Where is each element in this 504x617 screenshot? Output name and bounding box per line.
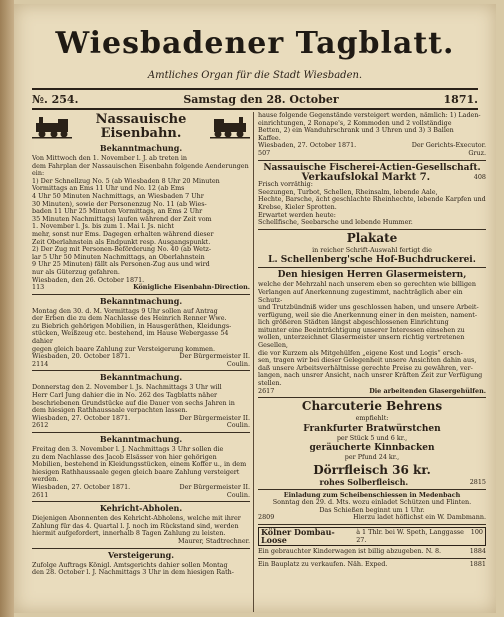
einladung-body: Sonntag den 29. d. Mts. wozu einladet Schützen und Flinten. Das Schießen beginnt um 1 Uhr. <box>272 498 472 514</box>
kinnbacken-price: per Pfund 24 kr., <box>344 453 400 462</box>
newspaper-page <box>14 4 496 613</box>
notice-heading: Kehricht-Abholen. <box>99 503 183 514</box>
doerrfleisch-item: Dörrfleisch 36 kr. <box>313 463 431 477</box>
fishery-subheading: Verkaufslokal Markt 7. 408 <box>301 171 486 183</box>
plakate-firm: L. Schellenberg'sche Hof-Buchdruckerei. <box>268 255 476 266</box>
railway-header <box>32 112 250 142</box>
notice-place: Wiesbaden, 27. October 1871. Der Bürgermeister II. <box>32 413 250 422</box>
notice-heading: Bekanntmachung. <box>99 434 183 444</box>
notice-signature: 2114 Coulin. <box>32 359 250 368</box>
fishery-heading: Nassauische Fischerei-Actien-Gesellschaft. <box>263 162 481 173</box>
notice-body: hause folgende Gegenstände versteigert werden, nämlich: 1) Laden- einrichtungen, 2 Ronape's, 2 Kommoden und 2 vollständige Betten, 2) ein Wanduhrschrank und 3 Uhren und 3) 3 Ballen Kaffee. <box>258 112 481 142</box>
frankfurter-price: per Stück 5 und 6 kr., <box>336 433 408 442</box>
notice-signature: 113 Königliche Eisenbahn-Direction. <box>32 283 250 292</box>
notice-body: Von Mittwoch den 1. November l. J. ab treten in dem Fahrplan der Nassauischen Eisenbahn folgende Aenderungen ein: 1) Der Schnellzug No. 5 (ab Wiesbaden 8 Uhr 20 Minuten Vormittags an Ems 11 Uhr und No. 12 (ab Ems 4 Uhr 50 Minuten Nachmittags, an Wiesbaden 7 Uhr 30 Minuten), sowie der Personenzug No. 11 (ab Wies- baden 11 Uhr 25 Minuten Vormittags, an Ems 2 Uhr 35 Minuten Nachmittags) laufen während der Zeit vom 1. November l. Js. bis zum 1. Mai l. Js. nicht mehr, sonst nur Ems. Dagegen erhalten während dieser Zeit Oberlahnstein als Endpunkt resp. Ausgangspunkt. 2) Der Zug mit Personen-Beförderung No. 40 (ab Wetz- lar 5 Uhr 50 Minuten Nachmittags, an Oberlahnstein 9 Uhr 25 Minuten) fällt als Personen-Zug aus und wird nur als Güterzug gefahren. <box>32 154 249 276</box>
issue-number: №. 254. <box>32 92 79 106</box>
plakate-line: in reicher Schrift-Auswahl fertigt die <box>312 245 432 254</box>
bauplatz-ad: Ein Bauplatz zu verkaufen. Näh. Exped. 1881 <box>258 559 486 568</box>
notice-place: Wiesbaden, den 26. October 1871. <box>32 275 145 284</box>
right-column <box>258 112 486 612</box>
dateline <box>32 88 478 110</box>
glaser-heading: Den hiesigen Herren Glasermeistern, <box>277 270 467 281</box>
koelner-ad: Kölner Dombau-Loose à 1 Thlr. bei W. Speth, Langgasse 27. 100 <box>258 527 486 546</box>
notice-body: Montag den 30. d. M. Vormittags 9 Uhr sollen auf Antrag der Erben die zu dem Nachlasse des Heinrich Renner Wwe. zu Biebrich gehörigen Mobilien, in Hausgeräthen, Kleidungs- stücken, Weißzeug etc. bestehend, im Hause Webergasse 54 dahier gegen gleich baare Zahlung zur Versteigerung kommen. <box>32 306 232 353</box>
einladung-heading: Einladung zum Scheibenschiessen in Medenbach <box>283 490 461 499</box>
glaser-signature: 2617 Die arbeitenden Glasergehülfen. <box>258 386 486 395</box>
kinnbacken-item: geräucherte Kinnbacken <box>309 443 435 454</box>
issue-year: 1871. <box>443 92 478 106</box>
solber-item: rohes Solberfleisch. 2815 <box>319 477 486 487</box>
notice-heading: Versteigerung. <box>107 549 174 560</box>
notice-body: Freitag den 3. November l. J. Nachmittags 3 Uhr sollen die zu dem Nachlasse des Jacob Elsässer von hier gehörigen Mobilien, bestehend in Kleidungsstücken, einem Koffer u., in dem hiesigen Rathhaussaale gegen gleich baare Zahlung versteigert werden. <box>32 445 247 484</box>
notice-body: Zufolge Auftrags Königl. Amtsgerichts dahier sollen Montag den 28. October l. J. Nachmittags 3 Uhr in dem hiesigen Rath- <box>32 560 234 577</box>
column-divider <box>253 112 254 612</box>
masthead-title: Wiesbadener Tagblatt. <box>55 26 455 61</box>
notice-signature: Maurer, Stadtrechner. <box>178 536 250 545</box>
notice-place: Wiesbaden, 27. October 1871. Der Gerichts-Executor. <box>258 141 486 150</box>
locomotive-icon <box>32 115 72 139</box>
glaser-body: welche der Mehrzahl nach unserem eben so gerechten wie billigen Verlangen auf Anerkennung zugestimmt, nachträglich aber ein Schutz- und Trutzbündniß wider uns geschlossen haben, und unsere Arbeit- verfügung, weil sie die Anerkennung einer in den meisten, nament- lich größeren Städten längst abgeschlossenen Einrichtung mitunter eine Beeinträchtigung unserer Interessen einsehen zu wollen, unterzeichnet Glasermeister unsern richtig vertretenen Gesellen, die vor Kurzem als Mitgehülfen „eigene Kost und Logis“ ersch- sen, tragen wir bei dieser Gelegenheit unsere Ansichten dahin aus, daß unsere Arbeitsverhältnisse gerechte Preise zu gewähren, ver- langen, nach unsrer Ansicht, nach unsrer Kräften Zeit zur Verfügung stellen. <box>258 280 483 388</box>
charcuterie-empfiehlt: empfiehlt: <box>355 414 389 423</box>
notice-body: Donnerstag den 2. November l. Js. Nachmittags 3 Uhr will Herr Carl Jung dahier die in No. 262 des Tagblatts näher beschriebenen Grundstücke auf die Dauer von sechs Jahren in dem hiesigen Rathhaussaale verpachten lassen. <box>32 383 235 415</box>
kinderwagen-ad: Ein gebrauchter Kinderwagen ist billig abzugeben. N. 8. 1884 <box>258 547 486 556</box>
notice-signature: 2611 Coulin. <box>32 490 250 499</box>
locomotive-icon <box>210 115 250 139</box>
notice-heading: Bekanntmachung. <box>99 372 183 383</box>
frankfurter-item: Frankfurter Bratwürstchen <box>303 423 441 434</box>
masthead-subtitle: Amtliches Organ für die Stadt Wiesbaden. <box>147 70 363 81</box>
issue-date: Samstag den 28. October <box>183 92 339 106</box>
plakate-heading: Plakate <box>346 230 398 245</box>
einladung-signature: 2809 Hierzu ladet höflichst ein W. Dambmann. <box>258 513 486 522</box>
charcuterie-heading: Charcuterie Behrens <box>301 399 443 414</box>
left-column <box>32 112 250 612</box>
notice-body: Diejenigen Abonnenten des Kehricht-Abholens, welche mit ihrer Zahlung für das 4. Quartal l. J. noch im Rückstand sind, werden hiermit aufgefordert, innerhalb 8 Tagen Zahlung zu leisten. <box>32 514 241 538</box>
notice-signature: 507 Gruz. <box>258 148 486 157</box>
notice-heading: Bekanntmachung. <box>99 143 183 153</box>
book-spine <box>0 0 14 617</box>
fishery-body: Frisch vorräthig: Seezungen, Turbot, Schellen, Rheinsalm, lebende Aale, Hechte, Barsche, ächt geschlachte Rheinhechte, lebende Karpfen und Krebse, Kieler Sprotten. Erwartet werden heute: Schellfische, Seebarsche und lebende Hummer. <box>258 180 486 227</box>
notice-signature: 2612 Coulin. <box>32 421 250 430</box>
railway-title: Nassauische Eisenbahn. <box>95 112 187 141</box>
notice-heading: Bekanntmachung. <box>99 295 183 306</box>
notice-place: Wiesbaden, 27. October 1871. Der Bürgermeister II. <box>32 482 250 491</box>
notice-place: Wiesbaden, 20. October 1871. Der Bürgermeister II. <box>32 352 250 361</box>
